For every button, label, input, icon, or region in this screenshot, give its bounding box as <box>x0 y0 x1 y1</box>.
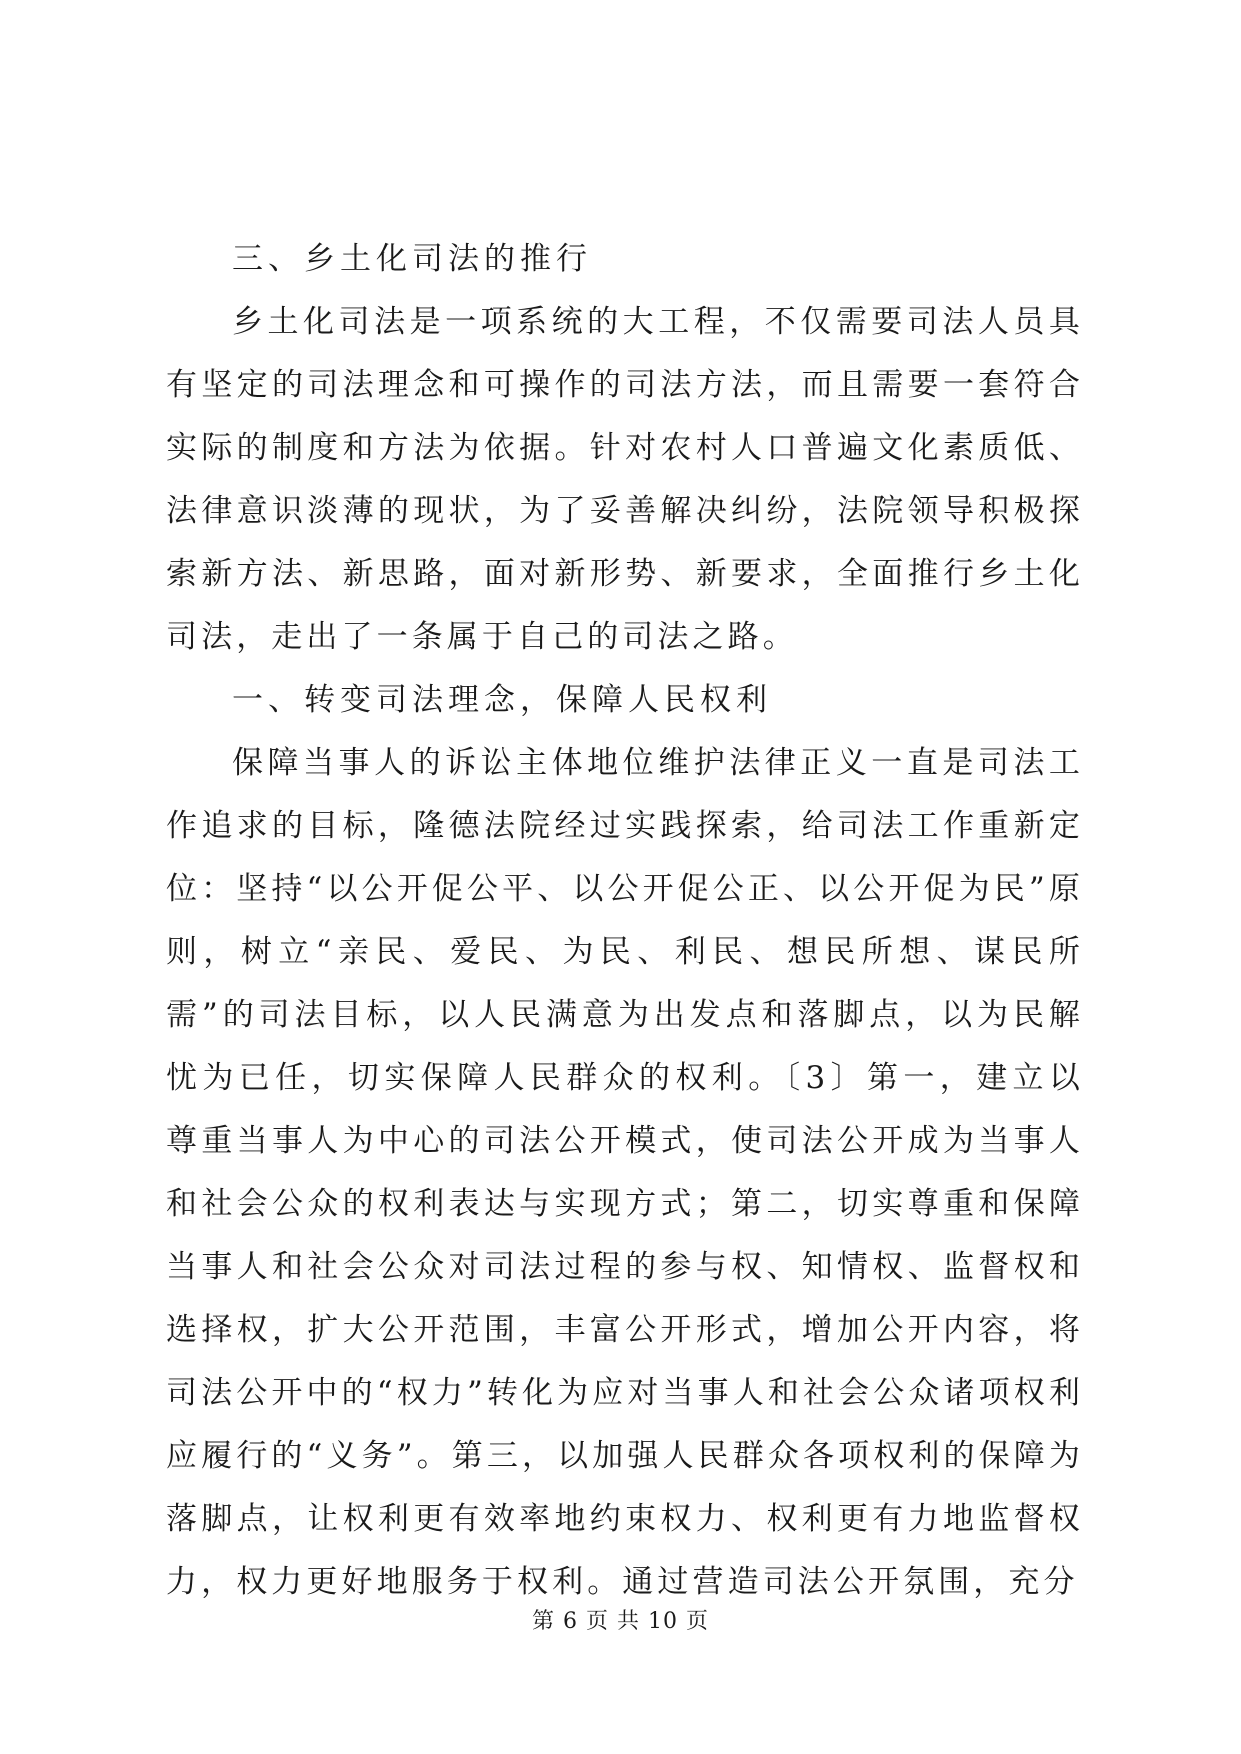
section-heading-1: 三、乡土化司法的推行 <box>232 241 592 277</box>
section-heading-2: 一、转变司法理念，保障人民权利 <box>232 682 772 718</box>
paragraph-1: 乡土化司法是一项系统的大工程，不仅需要司法人员具有坚定的司法理念和可操作的司法方法，而且需要一套符合实际的制度和方法为依据。针对农村人口普遍文化素质低、法律意识淡薄的现状，为了妥善解决纠纷，法院领导积极探索新方法、新思路，面对新形势、新要求，全面推行乡土化司法，走出了一条属于自己的司法之路。 <box>166 304 1084 655</box>
document-body <box>166 228 1084 1614</box>
page-footer: 第 6 页 共 10 页 <box>532 1609 709 1634</box>
paragraph-2: 保障当事人的诉讼主体地位维护法律正义一直是司法工作追求的目标，隆德法院经过实践探索，给司法工作重新定位：坚持“以公开促公平、以公开促公正、以公开促为民”原则，树立“亲民、爱民、为民、利民、想民所想、谋民所需”的司法目标，以人民满意为出发点和落脚点，以为民解忧为已任，切实保障人民群众的权利。〔3〕第一，建立以尊重当事人为中心的司法公开模式，使司法公开成为当事人和社会公众的权利表达与实现方式；第二，切实尊重和保障当事人和社会公众对司法过程的参与权、知情权、监督权和选择权，扩大公开范围，丰富公开形式，增加公开内容，将司法公开中的“权力”转化为应对当事人和社会公众诸项权利应履行的“义务”。第三，以加强人民群众各项权利的保障为落脚点，让权利更有效率地约束权力、权利更有力地监督权力，权力更好地服务于权利。通过营造司法公开氛围，充分 <box>166 745 1084 1600</box>
